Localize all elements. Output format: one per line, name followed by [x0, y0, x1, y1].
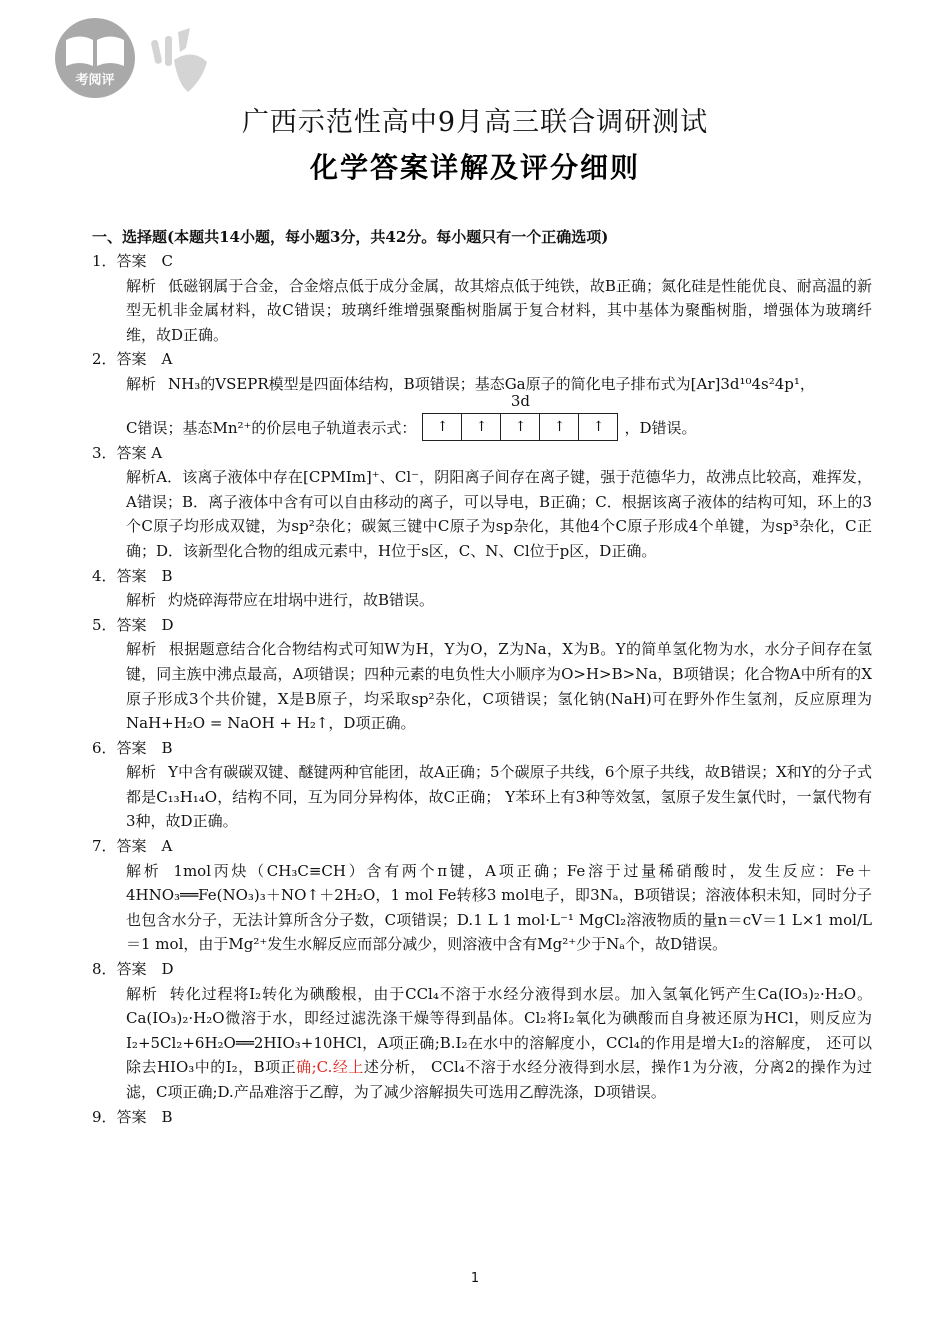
explanation-text: 灼烧碎海带应在坩埚中进行，故B错误。: [168, 591, 435, 610]
explanation-text: 根据题意结合化合物结构式可知W为H，Y为O，Z为Na，X为B。Y的简单氢化物为水，水分子间存在氢键，同主族中沸点最高，A项错误；四种元素的电负性大小顺序为O>H>B>Na，B项错误；化合物A中所有的X原子形成3个共价键，X是B原子，均采取sp²杂化，C项错误；氢化钠(NaH)可在野外作生氢剂，反应原理为NaH+H₂O = NaOH + H₂↑，D项正确。: [126, 640, 872, 733]
explanation: [126, 588, 872, 613]
question-5: [92, 613, 872, 736]
answer-list: [92, 249, 872, 1129]
question-6: [92, 736, 872, 834]
explanation-label: 解析: [126, 374, 157, 393]
answer-line: 9．答案 B: [92, 1107, 173, 1126]
explanation-text: 低磁钢属于合金，合金熔点低于成分金属，故其熔点低于纯铁，故B正确；氮化硅是性能优良、耐高温的新型无机非金属材料，故C错误；玻璃纤维增强聚酯树脂属于复合材料，其中基体为聚酯树脂，增强体为玻璃纤维，故D正确。: [126, 276, 872, 344]
answer-line: 8．答案 D: [92, 960, 174, 979]
answer-line: 1．答案 C: [92, 252, 174, 270]
explanation-label: 解析: [126, 468, 157, 487]
document-subtitle: 化学答案详解及评分细则: [309, 151, 640, 184]
answer-line: 4．答案 B: [92, 566, 173, 585]
document-title: 广西示范性高中9月高三联合调研测试: [241, 107, 709, 138]
answer-line: 2．答案 A: [92, 350, 173, 369]
orbital-box: ↑: [501, 414, 540, 440]
explanation: [126, 637, 872, 735]
answer-line: 5．答案 D: [92, 615, 174, 634]
highlighted-text: 确;C.经上: [296, 1058, 364, 1077]
explanation-text: NH₃的VSEPR模型是四面体结构，B项错误；基态Ga原子的简化电子排布式为[Ar]3d¹⁰4s²4p¹，: [168, 374, 815, 393]
question-7: [92, 834, 872, 957]
orbital-box: ↑: [592, 418, 605, 435]
explanation-label: 解析: [126, 861, 162, 880]
explanation-label: 解析: [126, 984, 158, 1003]
explanation-label: 解析: [126, 276, 157, 295]
orbital-label: 3d: [510, 391, 531, 410]
explanation-label: 解析: [126, 640, 157, 659]
explanation-text: ，D错误。: [624, 418, 697, 437]
explanation: [126, 859, 872, 957]
explanation-text: A．该离子液体中存在[CPMIm]⁺、Cl⁻，阴阳离子间存在离子键，强于范德华力，故沸点比较高，难挥发，A错误；B．离子液体中含有可以自由移动的离子，可以导电，B正确；C．根据该离子液体的结构可知，环上的3个C原子均形成双键，为sp²杂化；碳氮三键中C原子为sp杂化，其他4个C原子形成4个单键，为sp³杂化，C正确；D．该新型化合物的组成元素中，H位于s区，C、N、Cl位于p区，D正确。: [126, 468, 872, 560]
logo-text: 考阅评: [75, 73, 115, 88]
question-1: [92, 249, 872, 347]
section-heading: 一、选择题(本题共14小题，每小题3分，共42分。每小题只有一个正确选项): [92, 228, 609, 246]
answer-line: 7．答案 A: [92, 837, 173, 856]
logo: [52, 18, 222, 100]
logo-graphic: [52, 18, 222, 100]
orbital-box: ↑: [462, 414, 501, 440]
question-2: [92, 347, 872, 440]
question-4: [92, 564, 872, 613]
question-9: [92, 1105, 872, 1130]
explanation: [126, 760, 872, 834]
answer-line: 3．答案 A: [92, 443, 163, 462]
orbital-line: [126, 391, 872, 441]
explanation-text: 转化过程将I₂转化为碘酸根，由于CCl₄不溶于水经分液得到水层。加入氢氧化钙产生Ca(IO₃)₂·H₂O。Ca(IO₃)₂·H₂O微溶于水，即经过滤洗涤干燥等得到晶体。Cl₂将I₂氧化为碘酸而自身被还原为HCl，则反应为I₂+5Cl₂+6H₂O══2HIO₃+10HCl，A项正确;B.I₂在水中的溶解度小，CCl₄的作用是增大I₂的溶解度， 还可以除去HIO₃中的I₂，B项正: [126, 984, 872, 1077]
question-3: [92, 441, 872, 564]
orbital-boxes: [422, 413, 618, 441]
explanation-label: 解析: [126, 591, 157, 610]
explanation: [126, 465, 872, 563]
explanation: [126, 274, 872, 348]
page-number: 1: [470, 1271, 480, 1286]
explanation-label: 解析: [126, 763, 157, 782]
orbital-box: ↑: [423, 414, 462, 440]
question-8: [92, 957, 872, 1105]
explanation: [126, 982, 872, 1105]
explanation-text: Y中含有碳碳双键、醚键两种官能团，故A正确；5个碳原子共线，6个原子共线，故B错误；X和Y的分子式都是C₁₃H₁₄O，结构不同，互为同分异构体，故C正确； Y苯环上有3种等效氢，氢原子发生氯代时，一氯代物有3种，故D正确。: [126, 763, 872, 831]
explanation-text: 述分析， CCl₄不溶于水经分液得到水层，操作1为分液，分离2的操作为过滤，C项正确;D.产品难溶于乙醇，为了减少溶解损失可选用乙醇洗涤，D项错误。: [126, 1058, 873, 1101]
explanation-text: C错误；基态Mn²⁺的价层电子轨道表示式：: [126, 418, 417, 437]
answer-line: 6．答案 B: [92, 738, 173, 757]
explanation-text: 1mol丙炔（CH₃C≡CH）含有两个π键，A项正确；Fe溶于过量稀硝酸时，发生反应：Fe＋4HNO₃══Fe(NO₃)₃＋NO↑＋2H₂O，1 mol Fe转移3 mol电子，即3Nₐ，B项错误；溶液体积未知，同时分子也包含水分子，无法计算所含分子数，C项错误；D.1 L 1 mol·L⁻¹ MgCl₂溶液物质的量n＝cV＝1 L×1 mol/L＝1 mol，由于Mg²⁺发生水解反应而部分减少，则溶液中含有Mg²⁺少于Nₐ个，故D错误。: [126, 861, 872, 954]
orbital-diagram: [422, 391, 618, 441]
orbital-box: ↑: [540, 414, 579, 440]
